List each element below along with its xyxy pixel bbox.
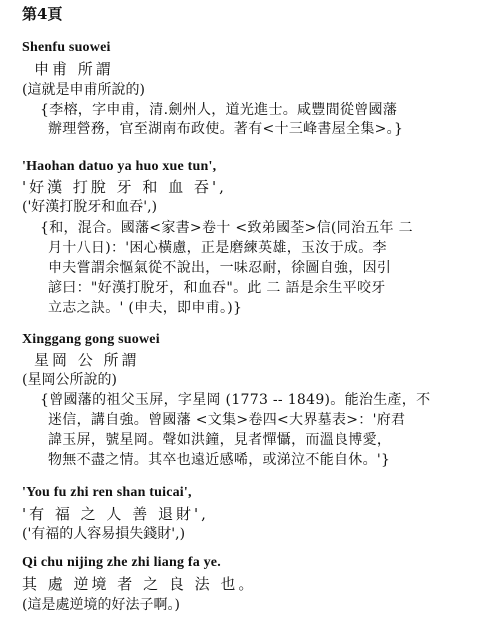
entry-1-translation: (這就是申甫所說的) — [22, 82, 145, 98]
entry-5-pinyin: Qi chu nijing zhe zhi liang fa ye. — [22, 555, 221, 570]
entry-3-note-line: 迷信，講自強。曾國藩 <文集>卷四<大界墓表>：'府君 — [48, 412, 406, 428]
entry-1-note-line: 辦理營務，官至湖南布政使。著有<十三峰書屋全集>。} — [48, 121, 404, 137]
entry-1-chinese: 申甫 所謂 — [34, 60, 114, 78]
entry-3-translation: (星岡公所說的) — [22, 372, 117, 388]
entry-5-chinese: 其 處 逆境 者 之 良 法 也。 — [22, 575, 257, 593]
entry-3-chinese: 星岡 公 所謂 — [34, 351, 140, 369]
entry-2-translation: ('好漢打脫牙和血吞',) — [22, 199, 158, 215]
entry-2-note-line: 月十八日)：'困心橫慮，正是磨練英雄，玉汝于成。李 — [48, 240, 387, 256]
entry-1-pinyin: Shenfu suowei — [22, 40, 111, 55]
entry-3-note-line: 諱玉屏，號星岡。聲如洪鐘，見者憚懾，而溫良博愛， — [48, 432, 392, 448]
page-number-header: 第4頁 — [22, 5, 63, 23]
entry-2-note-line: 申夫嘗謂余慪氣從不說出，一味忍耐，徐圖自強，因引 — [48, 260, 392, 276]
entry-3-note-line: {曾國藩的祖父玉屏，字星岡 (1773 -- 1849)。能治生產，不 — [40, 392, 431, 408]
entry-4-pinyin: 'You fu zhi ren shan tuicai', — [22, 485, 192, 500]
entry-1-note-line: {李榕，字申甫，清.劍州人，道光進士。咸豐間從曾國藩 — [40, 102, 398, 118]
entry-4-translation: ('有福的人容易損失錢財',) — [22, 526, 186, 542]
entry-3-pinyin: Xinggang gong suowei — [22, 332, 160, 347]
entry-3-note-line: 物無不盡之情。其卒也遠近感唏，或涕泣不能自休。'} — [48, 452, 391, 468]
entry-2-note-line: {和，混合。國藩<家書>卷十 <致弟國荃>信(同治五年 二 — [40, 220, 413, 236]
entry-2-chinese: '好漢 打脫 牙 和 血 吞', — [22, 178, 227, 196]
entry-2-note-line: 諺曰："好漢打脫牙，和血吞"。此 二 語是余生平咬牙 — [48, 280, 386, 296]
entry-2-pinyin: 'Haohan datuo ya huo xue tun', — [22, 159, 217, 174]
entry-5-translation: (這是處逆境的好法子啊。) — [22, 597, 180, 613]
entry-2-note-line: 立志之訣。' (申夫，即申甫。)} — [48, 300, 243, 316]
entry-4-chinese: '有 福 之 人 善 退財', — [22, 505, 209, 523]
